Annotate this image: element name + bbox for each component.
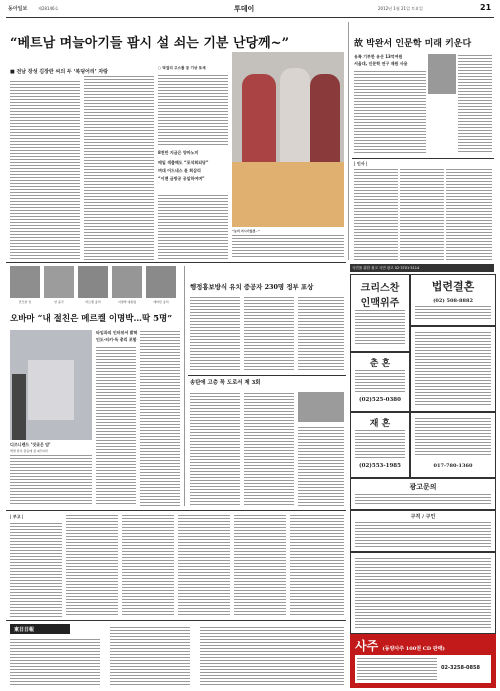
notes-col2 bbox=[66, 514, 118, 617]
ad-mid2 bbox=[410, 412, 496, 478]
obituary-col1 bbox=[354, 168, 398, 260]
ad-beopryeon bbox=[410, 274, 496, 326]
page-number: 21 bbox=[480, 3, 492, 12]
ad-saju-phone: 02-3258-0858 bbox=[441, 665, 480, 671]
column-headline: 故 박완서 인문학 미래 키운다 bbox=[354, 39, 472, 49]
commute-col3 bbox=[298, 426, 344, 506]
masthead bbox=[6, 3, 494, 17]
ad-christian bbox=[350, 274, 410, 352]
ad-right-contact-title: 광고문의 bbox=[409, 482, 437, 491]
ad-jaehon-phone: (02)553-1985 bbox=[359, 463, 401, 469]
ad-saju-inner bbox=[355, 655, 491, 683]
lead-side-box bbox=[158, 150, 228, 190]
column-body-side bbox=[458, 54, 492, 154]
award-col2 bbox=[244, 296, 294, 371]
ad-beopryeon-body bbox=[415, 305, 491, 321]
ad-mid2-phone: 017-780-1360 bbox=[433, 463, 473, 469]
commute-col1 bbox=[190, 392, 240, 506]
photo-person bbox=[280, 68, 310, 163]
leader-caption: 만모한 싱 bbox=[18, 300, 32, 304]
notes-col1 bbox=[10, 522, 62, 617]
issue-number: 제28146호 bbox=[38, 6, 59, 11]
ad-christian-title2: 인맥위주 bbox=[360, 298, 400, 309]
ad-saju-body bbox=[357, 657, 437, 681]
obituary-rule bbox=[352, 158, 494, 159]
award-divider bbox=[184, 266, 185, 506]
classified-header bbox=[350, 264, 494, 272]
award-headline: 행정홍보방식 유치 증공자 230명 정부 포상 bbox=[190, 283, 314, 291]
lead-body-col3 bbox=[158, 74, 228, 146]
obituary-col3 bbox=[446, 168, 492, 260]
footer-info-2 bbox=[110, 626, 190, 686]
section-title: 투데이 bbox=[234, 5, 255, 13]
ad-saju-title-sub: (동양사주 100권 CD 판매) bbox=[382, 646, 445, 652]
notes-col5 bbox=[234, 514, 286, 617]
ad-chunhon bbox=[350, 352, 410, 412]
bottom-divider bbox=[6, 510, 346, 511]
disney-caption1: 디즈니랜드 ‘짓궂은 암’ bbox=[10, 442, 51, 447]
leaders-body-col2 bbox=[140, 330, 180, 506]
ad-chunhon-phone: (02)525-0380 bbox=[359, 397, 401, 403]
lead-photo-caption-text bbox=[232, 234, 344, 258]
photo-food bbox=[232, 162, 344, 227]
ad-right-contact bbox=[350, 478, 496, 510]
ad-right-list-body bbox=[355, 557, 491, 629]
ad-jaehon-title: 재 혼 bbox=[369, 419, 391, 429]
lead-photo-caption: “농의 겨시기않겠~” bbox=[232, 229, 260, 233]
notes-col3 bbox=[122, 514, 174, 617]
leader-caption: 캐머런 총리 bbox=[153, 300, 169, 304]
ad-mid bbox=[410, 326, 496, 412]
lead-side-note: ○ 막걸리 고스톱 등 기상 포세 bbox=[158, 66, 206, 70]
masthead-rule bbox=[6, 17, 494, 18]
ad-chunhon-title: 춘 혼 bbox=[369, 359, 391, 369]
page-date: 2012년 1월 21일 토요일 bbox=[378, 6, 423, 11]
side-box-line: “이젠 금방공 공일하여며” bbox=[158, 176, 205, 181]
ad-right-jobs-title: 구직 / 구인 bbox=[410, 514, 436, 520]
photo-person bbox=[310, 74, 340, 164]
commute-rule bbox=[188, 375, 346, 376]
ad-jaehon-body bbox=[355, 429, 405, 459]
leaders-sub2: 인도·터키·독 총리 포함 bbox=[96, 337, 137, 342]
award-col3 bbox=[298, 296, 344, 371]
ad-beopryeon-phone: (02) 508-8882 bbox=[433, 298, 473, 304]
leader-photo bbox=[78, 266, 108, 298]
side-box-line: 며대 어드네스 몫 회삼리 bbox=[158, 168, 201, 173]
lead-photo bbox=[232, 52, 344, 227]
lead-body-col1 bbox=[10, 80, 80, 260]
lead-headline: “베트남 며늘아기들 팜시 설 쇠는 기분 난당께~” bbox=[10, 36, 290, 51]
disney-caption2: 벽면 한이 관음에 장 4만여러 bbox=[10, 449, 48, 453]
lead-subhead: ■ 전남 장성 김장란 씨의 두 ‘복덩어리’ 자랑 bbox=[10, 69, 108, 75]
commute-headline: 송탄에 고층 꼭 도로서 제 3회 bbox=[190, 380, 261, 386]
ad-beopryeon-title: 법련결혼 bbox=[431, 280, 475, 293]
award-col1 bbox=[190, 296, 240, 371]
ad-christian-body bbox=[355, 309, 405, 345]
photo-person bbox=[242, 74, 276, 164]
column-sub2: 서울대, 인문학 연구 재원 사용 bbox=[354, 61, 408, 66]
ad-saju-title-main: 사주 bbox=[355, 639, 379, 653]
leaders-headline: 오바마 “내 절친은 메르켈 이명박…딱 5명” bbox=[10, 314, 173, 324]
leaders-sub1: 타임과의 인터뷰서 밝혀 bbox=[96, 330, 138, 335]
obituary-title: | 인사 | bbox=[354, 161, 368, 166]
column-body bbox=[354, 70, 426, 154]
side-box-line: 8천만 지금은 양마노미 bbox=[158, 150, 199, 155]
ad-right-jobs-body bbox=[355, 521, 491, 547]
ad-mid2-body bbox=[415, 417, 491, 457]
leaders-photos bbox=[10, 266, 180, 306]
ad-right-list bbox=[350, 552, 496, 634]
commute-col2 bbox=[244, 392, 294, 506]
notes-col6 bbox=[290, 514, 344, 617]
photo-castle bbox=[28, 360, 74, 420]
notes-col4 bbox=[178, 514, 230, 617]
leader-photo bbox=[112, 266, 142, 298]
column-divider bbox=[348, 22, 349, 260]
leader-caption: 이명박 대통령 bbox=[117, 300, 137, 304]
obituary-col2 bbox=[400, 168, 444, 260]
lead-body-col2 bbox=[84, 75, 154, 260]
ad-right-jobs bbox=[350, 510, 496, 552]
footer-info bbox=[10, 638, 100, 686]
column-portrait bbox=[428, 54, 456, 94]
lead-body-col3b bbox=[158, 194, 228, 260]
disney-photo bbox=[10, 330, 92, 440]
ad-christian-title: 크리스찬 bbox=[360, 283, 400, 294]
classified-header-text: 국민을 위한 광고 국민 광고 02·3701·5114 bbox=[352, 265, 420, 270]
leader-photo bbox=[44, 266, 74, 298]
column-sub1: 유족 기부한 유산 13억여원 bbox=[354, 54, 403, 59]
ad-chunhon-body bbox=[355, 369, 405, 393]
leader-caption: 앙 중국 bbox=[54, 300, 64, 304]
ad-saju-title bbox=[355, 637, 495, 654]
footer-rule bbox=[6, 620, 346, 621]
footer-info-3 bbox=[200, 626, 344, 686]
commute-photo bbox=[298, 392, 344, 422]
leader-photo bbox=[146, 266, 176, 298]
leaders-body-col1 bbox=[96, 346, 136, 506]
leader-photo bbox=[10, 266, 40, 298]
disney-body bbox=[10, 454, 92, 506]
paper-name: 동아일보 bbox=[8, 6, 28, 12]
side-box-line: 매일 색출해도 “포석회되당” bbox=[158, 160, 209, 165]
footer-logo-text: 東日日報 bbox=[14, 627, 35, 633]
photo-person bbox=[12, 374, 26, 440]
notes-title: | 부고 | bbox=[10, 514, 24, 519]
ad-mid-body bbox=[415, 331, 491, 407]
section-divider bbox=[6, 262, 346, 263]
ad-saju bbox=[350, 634, 496, 688]
leader-caption: 마르켈 총리 bbox=[85, 300, 101, 304]
ad-right-contact-body bbox=[355, 493, 491, 505]
ad-jaehon bbox=[350, 412, 410, 478]
